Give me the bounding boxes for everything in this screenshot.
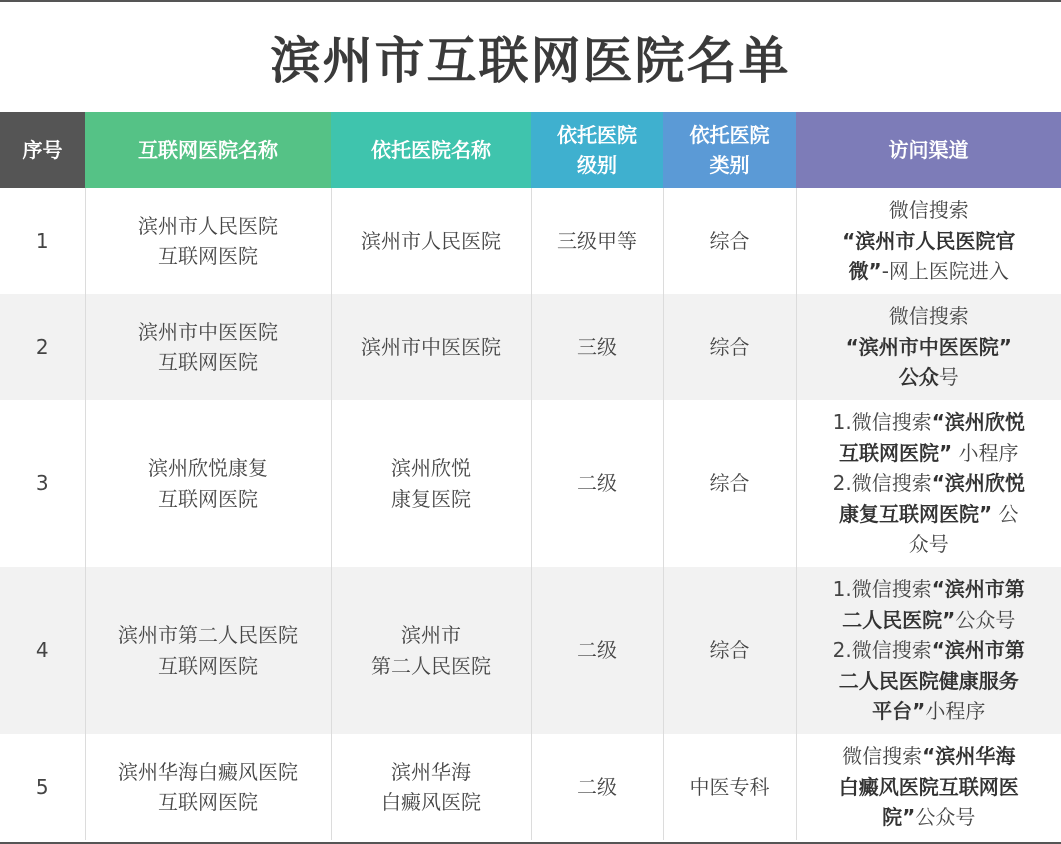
cell-host-hospital: 滨州市中医医院 bbox=[331, 294, 531, 400]
cell-level: 二级 bbox=[531, 567, 663, 734]
header-level: 依托医院 级别 bbox=[531, 112, 663, 188]
hospital-table bbox=[0, 112, 1061, 840]
header-index: 序号 bbox=[0, 112, 85, 188]
cell-index: 4 bbox=[0, 567, 85, 734]
cell-category: 综合 bbox=[663, 400, 796, 567]
table-row bbox=[0, 294, 1061, 400]
cell-internet-hospital: 滨州市人民医院 互联网医院 bbox=[85, 188, 331, 294]
cell-category: 综合 bbox=[663, 567, 796, 734]
cell-level: 二级 bbox=[531, 400, 663, 567]
page-title: 滨州市互联网医院名单 bbox=[270, 32, 791, 90]
cell-channel: 1.微信搜索“滨州市第 二人民医院”公众号 2.微信搜索“滨州市第 二人民医院健康服务 平台”小程序 bbox=[796, 567, 1061, 734]
header-host-hospital: 依托医院名称 bbox=[331, 112, 531, 188]
table-row bbox=[0, 400, 1061, 567]
cell-internet-hospital: 滨州华海白癜风医院 互联网医院 bbox=[85, 734, 331, 840]
header-channel: 访问渠道 bbox=[796, 112, 1061, 188]
cell-channel: 微信搜索 “滨州市人民医院官 微”-网上医院进入 bbox=[796, 188, 1061, 294]
table-header-row bbox=[0, 112, 1061, 188]
cell-category: 中医专科 bbox=[663, 734, 796, 840]
cell-channel: 1.微信搜索“滨州欣悦 互联网医院” 小程序 2.微信搜索“滨州欣悦 康复互联网医院” 公 众号 bbox=[796, 400, 1061, 567]
cell-channel: 微信搜索 “滨州市中医医院” 公众号 bbox=[796, 294, 1061, 400]
cell-host-hospital: 滨州市 第二人民医院 bbox=[331, 567, 531, 734]
cell-index: 1 bbox=[0, 188, 85, 294]
header-internet-hospital: 互联网医院名称 bbox=[85, 112, 331, 188]
cell-host-hospital: 滨州华海 白癜风医院 bbox=[331, 734, 531, 840]
header-category: 依托医院 类别 bbox=[663, 112, 796, 188]
cell-level: 二级 bbox=[531, 734, 663, 840]
cell-index: 3 bbox=[0, 400, 85, 567]
cell-internet-hospital: 滨州欣悦康复 互联网医院 bbox=[85, 400, 331, 567]
cell-host-hospital: 滨州欣悦 康复医院 bbox=[331, 400, 531, 567]
cell-host-hospital: 滨州市人民医院 bbox=[331, 188, 531, 294]
cell-level: 三级甲等 bbox=[531, 188, 663, 294]
table-row bbox=[0, 188, 1061, 294]
cell-channel: 微信搜索“滨州华海 白癜风医院互联网医 院”公众号 bbox=[796, 734, 1061, 840]
cell-category: 综合 bbox=[663, 294, 796, 400]
cell-level: 三级 bbox=[531, 294, 663, 400]
table-row bbox=[0, 734, 1061, 840]
cell-index: 2 bbox=[0, 294, 85, 400]
cell-internet-hospital: 滨州市第二人民医院 互联网医院 bbox=[85, 567, 331, 734]
cell-index: 5 bbox=[0, 734, 85, 840]
cell-category: 综合 bbox=[663, 188, 796, 294]
table-row bbox=[0, 567, 1061, 734]
cell-internet-hospital: 滨州市中医医院 互联网医院 bbox=[85, 294, 331, 400]
